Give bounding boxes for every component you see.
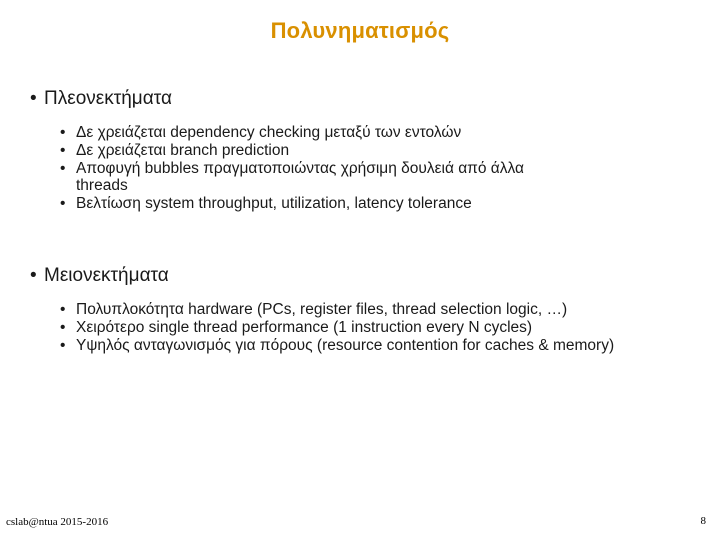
bullet-icon: •: [60, 160, 66, 177]
bullet-icon: •: [60, 337, 66, 354]
advantages-heading: [30, 88, 690, 110]
bullet-icon: •: [60, 301, 66, 318]
advantages-section: [30, 88, 690, 213]
disadvantages-heading-text: Μειονεκτήματα: [44, 265, 169, 286]
list-item: [60, 319, 690, 336]
footer-credit: cslab@ntua 2015-2016: [6, 516, 109, 528]
bullet-icon: •: [60, 319, 66, 336]
list-item: [60, 195, 690, 212]
bullet-icon: •: [30, 88, 37, 109]
disadvantages-list: [30, 301, 690, 354]
bullet-icon: •: [60, 142, 66, 159]
bullet-icon: •: [30, 265, 37, 286]
list-item-text: Πολυπλοκότητα hardware (PCs, register files, thread selection logic, …): [76, 301, 568, 318]
page-number: 8: [700, 515, 706, 527]
slide-title: Πολυνηματισμός: [270, 18, 450, 43]
list-item-text: Χειρότερο single thread performance (1 instruction every N cycles): [76, 319, 533, 336]
disadvantages-section: [30, 265, 690, 355]
list-item: [60, 160, 690, 194]
bullet-icon: •: [60, 195, 66, 212]
list-item-text: Δε χρειάζεται dependency checking μεταξύ των εντολών: [76, 124, 462, 141]
list-item-text: Υψηλός ανταγωνισμός για πόρους (resource contention for caches & memory): [76, 337, 615, 354]
list-item: [60, 124, 690, 141]
bullet-icon: •: [60, 124, 66, 141]
list-item: [60, 301, 690, 318]
list-item: [60, 142, 690, 159]
list-item-text: Βελτίωση system throughput, utilization, latency tolerance: [76, 195, 472, 212]
disadvantages-heading: [30, 265, 690, 287]
list-item: [60, 337, 690, 354]
advantages-list: [30, 124, 690, 212]
list-item-text: Αποφυγή bubbles πραγματοποιώντας χρήσιμη δουλειά από άλλα threads: [76, 160, 524, 194]
advantages-heading-text: Πλεονεκτήματα: [44, 88, 172, 109]
list-item-text: Δε χρειάζεται branch prediction: [76, 142, 290, 159]
